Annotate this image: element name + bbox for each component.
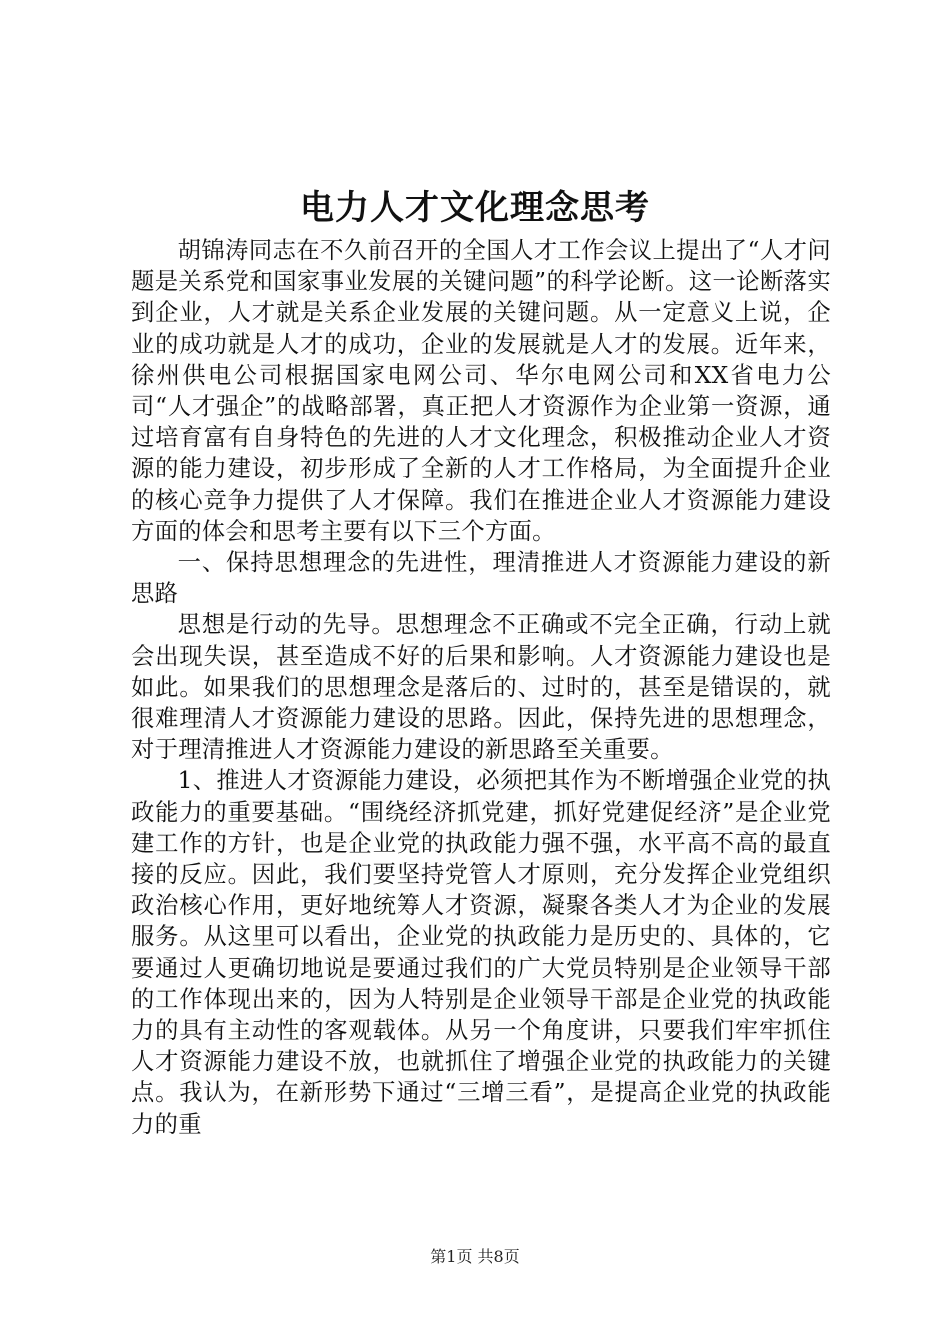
document-body	[131, 235, 831, 1140]
paragraph-point-1: 1、推进人才资源能力建设，必须把其作为不断增强企业党的执政能力的重要基础。“围绕经济抓党建，抓好党建促经济”是企业党建工作的方针，也是企业党的执政能力强不强，水平高不高的最直接的反应。因此，我们要坚持党管人才原则，充分发挥企业党组织政治核心作用，更好地统筹人才资源，凝聚各类人才为企业的发展服务。从这里可以看出，企业党的执政能力是历史的、具体的，它要通过人更确切地说是要通过我们的广大党员特别是企业领导干部的工作体现出来的，因为人特别是企业领导干部是企业党的执政能力的具有主动性的客观载体。从另一个角度讲，只要我们牢牢抓住人才资源能力建设不放，也就抓住了增强企业党的执政能力的关键点。我认为，在新形势下通过“三增三看”，是提高企业党的执政能力的重	[131, 767, 831, 1138]
paragraph-intro: 胡锦涛同志在不久前召开的全国人才工作会议上提出了“人才问题是关系党和国家事业发展的关键问题”的科学论断。这一论断落实到企业，人才就是关系企业发展的关键问题。从一定意义上说，企业的成功就是人才的成功，企业的发展就是人才的发展。近年来，徐州供电公司根据国家电网公司、华尔电网公司和XX省电力公司“人才强企”的战略部署，真正把人才资源作为企业第一资源，通过培育富有自身特色的先进的人才文化理念，积极推动企业人才资源的能力建设，初步形成了全新的人才工作格局，为全面提升企业的核心竞争力提供了人才保障。我们在推进企业人才资源能力建设方面的体会和思考主要有以下三个方面。	[131, 237, 831, 545]
page-number-footer: 第1页 共8页	[430, 1247, 520, 1266]
document-title: 电力人才文化理念思考	[300, 188, 650, 228]
section-heading-1: 一、保持思想理念的先进性，理清推进人才资源能力建设的新思路	[131, 549, 831, 608]
paragraph-section-1: 思想是行动的先导。思想理念不正确或不完全正确，行动上就会出现失误，甚至造成不好的后果和影响。人才资源能力建设也是如此。如果我们的思想理念是落后的、过时的，甚至是错误的，就很难理清人才资源能力建设的思路。因此，保持先进的思想理念，对于理清推进人才资源能力建设的新思路至关重要。	[131, 611, 831, 764]
